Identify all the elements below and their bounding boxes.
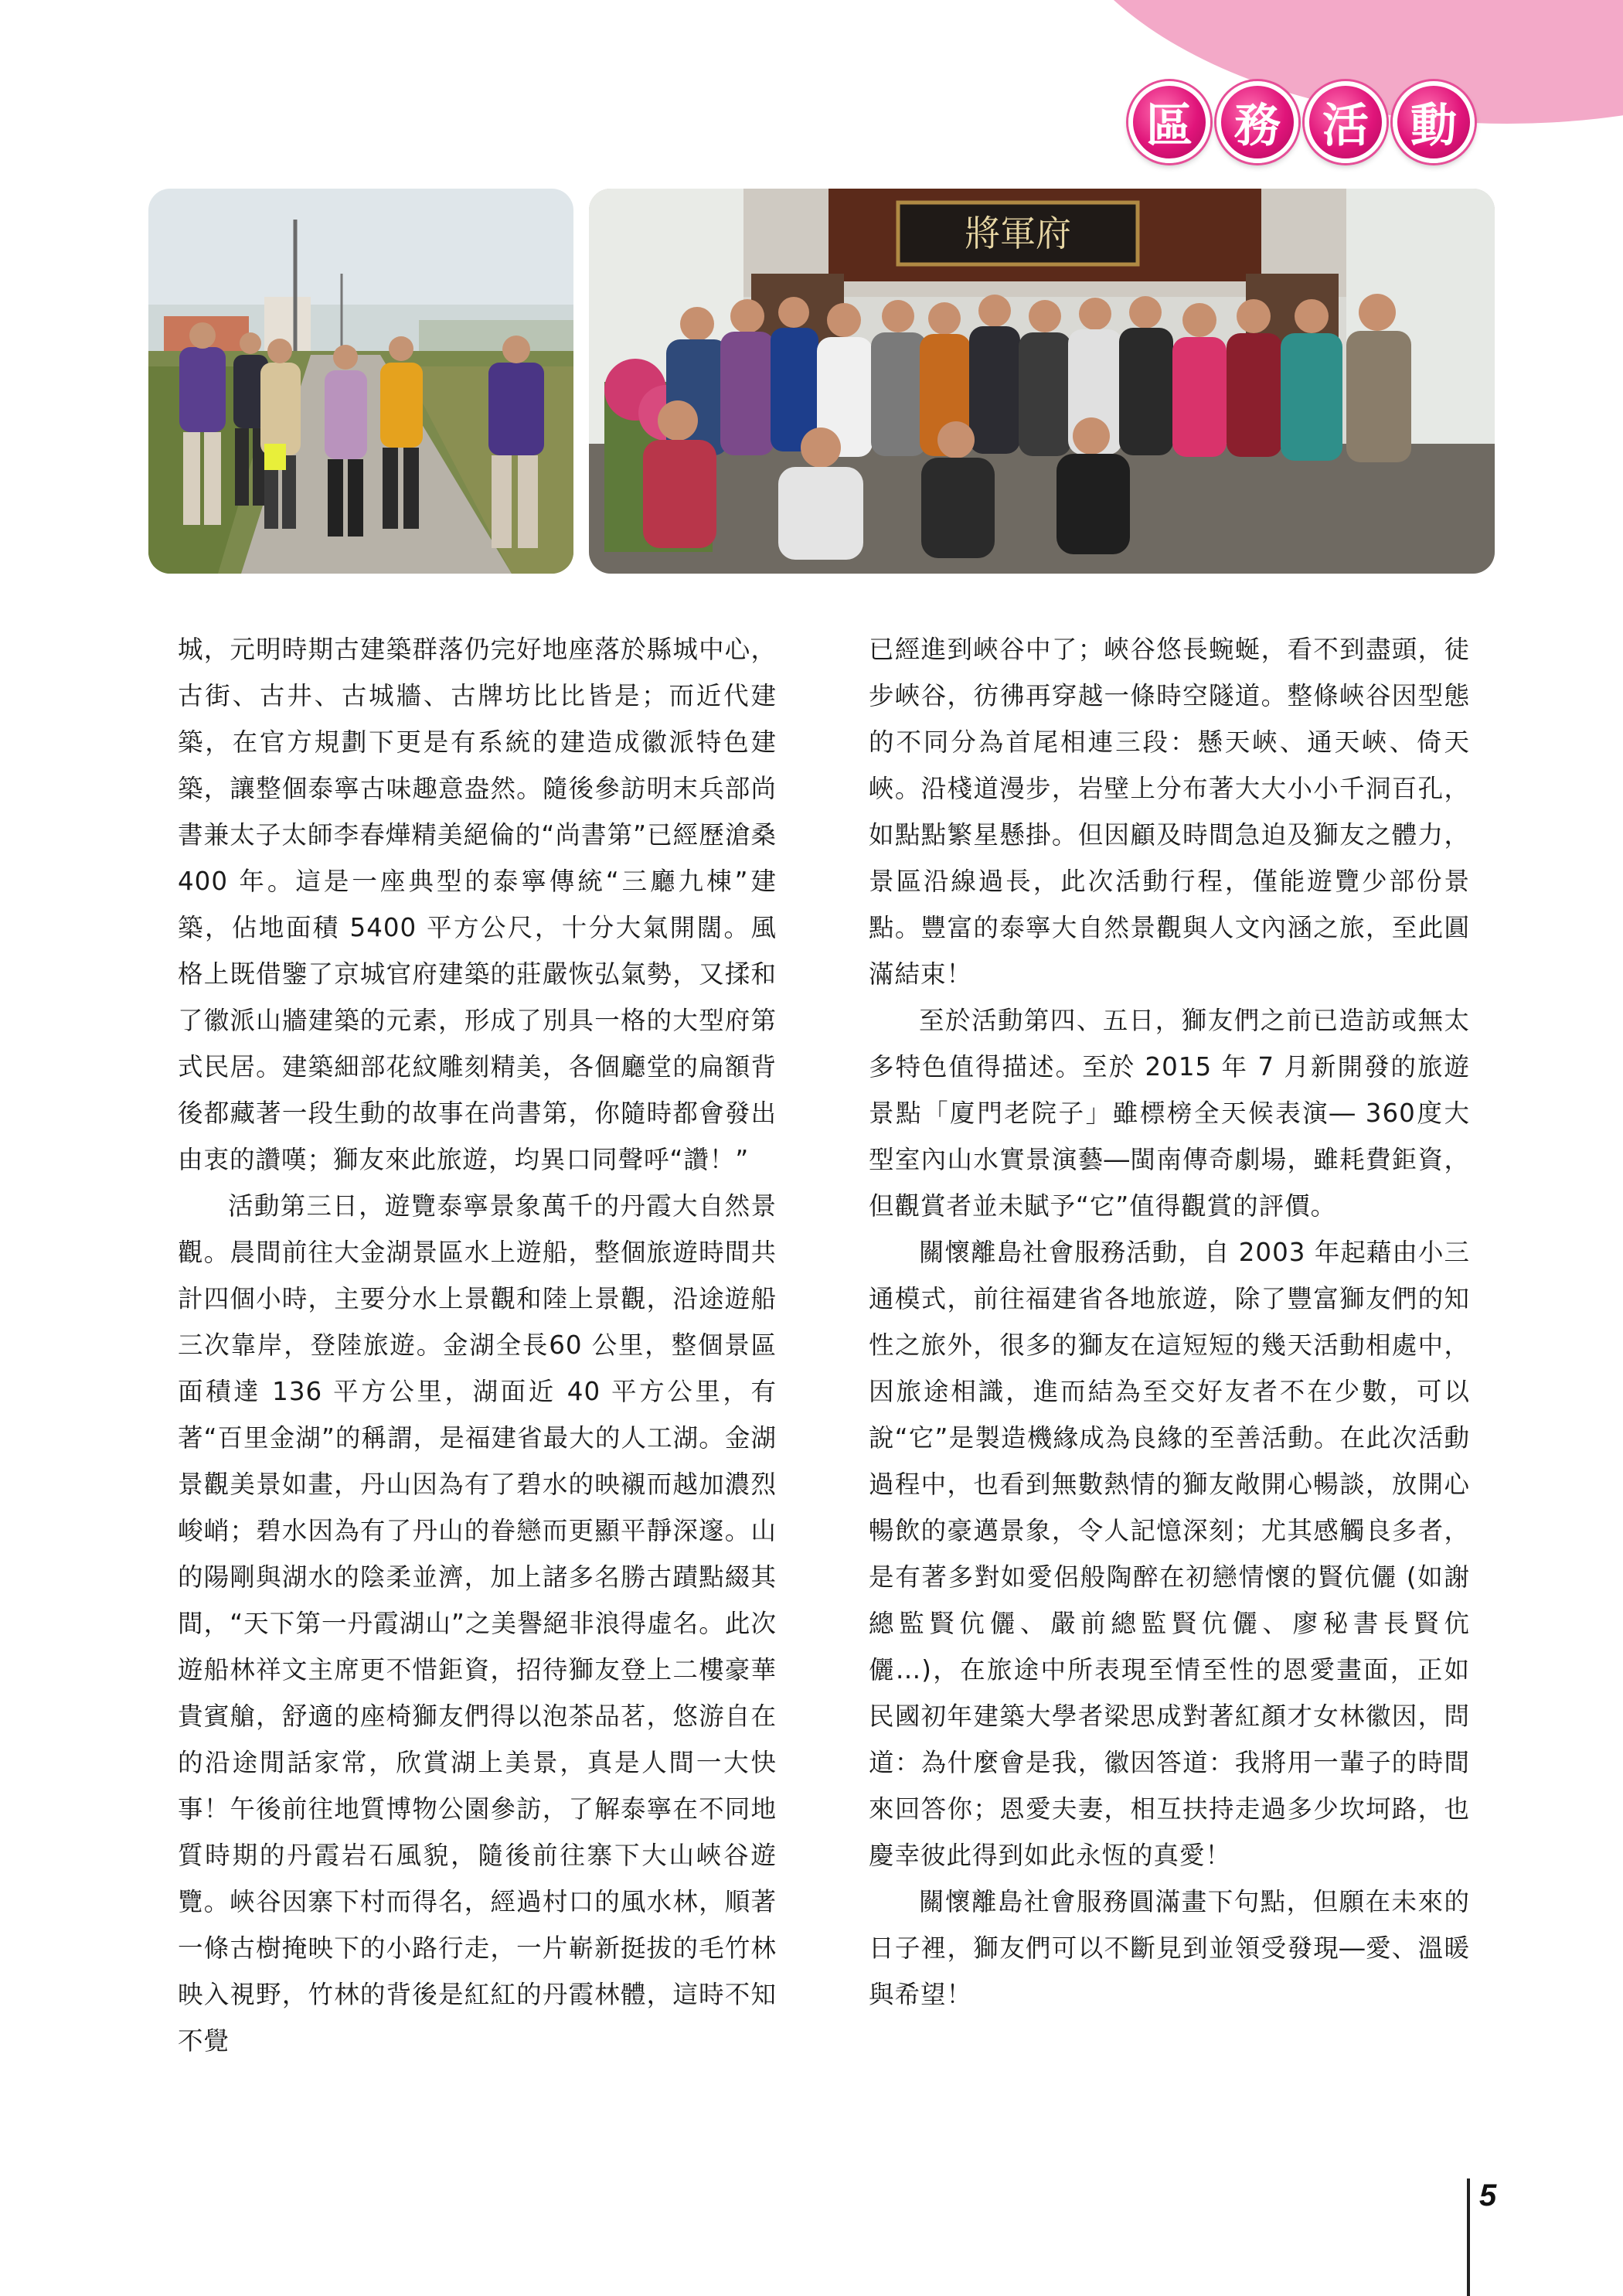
article-column-right	[869, 626, 1470, 2018]
paragraph: 至於活動第四、五日，獅友們之前已造訪或無太多特色值得描述。至於 2015 年 7 月新開發的旅遊景點「廈門老院子」雖標榜全天候表演― 360度大型室內山水實景演藝―閩南傳奇劇場，雖耗費鉅資，但觀賞者並未賦予“它”值得觀賞的評價。	[869, 1006, 1470, 1221]
paragraph: 城，元明時期古建築群落仍完好地座落於縣城中心，古街、古井、古城牆、古牌坊比比皆是；而近代建築，在官方規劃下更是有系統的建造成徽派特色建築，讓整個泰寧古味趣意盎然。隨後參訪明末兵部尚書兼太子太師李春燁精美絕倫的“尚書第”已經歷滄桑400 年。這是一座典型的泰寧傳統“三廳九棟”建築，佔地面積 5400 平方公尺，十分大氣開闊。風格上既借鑒了京城官府建築的莊嚴恢弘氣勢，又揉和了徽派山牆建築的元素，形成了別具一格的大型府第式民居。建築細部花紋雕刻精美，各個廳堂的扁額背後都藏著一段生動的故事在尚書第，你隨時都會發出由衷的讚嘆；獅友來此旅遊，均異口同聲呼“讚！”	[178, 635, 777, 1174]
walking-photo-image	[148, 189, 573, 574]
paragraph: 關懷離島社會服務圓滿畫下句點，但願在未來的日子裡，獅友們可以不斷見到並領受發現―愛、溫暖與希望！	[869, 1887, 1470, 2009]
section-title	[1128, 81, 1475, 163]
section-title-char: 動	[1393, 81, 1475, 163]
section-title-char: 區	[1128, 81, 1210, 163]
group-walking-photo	[148, 189, 573, 574]
page-number: 5	[1479, 2178, 1497, 2213]
sign-text: 將軍府	[965, 213, 1071, 254]
page-number-divider	[1467, 2178, 1470, 2296]
section-title-char: 活	[1305, 81, 1387, 163]
group-photo-image	[589, 189, 1495, 574]
paragraph: 活動第三日，遊覽泰寧景象萬千的丹霞大自然景觀。晨間前往大金湖景區水上遊船，整個旅遊時間共計四個小時，主要分水上景觀和陸上景觀，沿途遊船三次靠岸，登陸旅遊。金湖全長60 公里，整個景區面積達 136 平方公里，湖面近 40 平方公里，有著“百里金湖”的稱謂，是福建省最大的人工湖。金湖景觀美景如畫，丹山因為有了碧水的映襯而越加濃烈峻峭；碧水因為有了丹山的眷戀而更顯平靜深邃。山的陽剛與湖水的陰柔並濟，加上諸多名勝古蹟點綴其間，“天下第一丹霞湖山”之美譽絕非浪得虛名。此次遊船林祥文主席更不惜鉅資，招待獅友登上二樓豪華貴賓艙，舒適的座椅獅友們得以泡茶品茗，悠游自在的沿途閒話家常，欣賞湖上美景，真是人間一大快事！午後前往地質博物公園參訪，了解泰寧在不同地質時期的丹霞岩石風貌，隨後前往寨下大山峽谷遊覽。峽谷因寨下村而得名，經過村口的風水林，順著一條古樹掩映下的小路行走，一片嶄新挺拔的毛竹林映入視野，竹林的背後是紅紅的丹霞林體，這時不知不覺	[178, 1191, 777, 2056]
paragraph: 已經進到峽谷中了；峽谷悠長蜿蜒，看不到盡頭，徒步峽谷，彷彿再穿越一條時空隧道。整條峽谷因型態的不同分為首尾相連三段：懸天峽、通天峽、倚天峽。沿棧道漫步，岩壁上分布著大大小小千洞百孔，如點點繁星懸掛。但因顧及時間急迫及獅友之體力，景區沿線過長，此次活動行程，僅能遊覽少部份景點。豐富的泰寧大自然景觀與人文內涵之旅，至此圓滿結束！	[869, 635, 1470, 989]
group-photo	[589, 189, 1495, 574]
article-column-left	[178, 626, 777, 2064]
section-title-char: 務	[1216, 81, 1298, 163]
paragraph: 關懷離島社會服務活動，自 2003 年起藉由小三通模式，前往福建省各地旅遊，除了豐富獅友們的知性之旅外，很多的獅友在這短短的幾天活動相處中，因旅途相識，進而結為至交好友者不在少數，可以說“它”是製造機緣成為良緣的至善活動。在此次活動過程中，也看到無數熱情的獅友敞開心暢談，放開心暢飲的豪邁景象，令人記憶深刻；尤其感觸良多者，是有著多對如愛侶般陶醉在初戀情懷的賢伉儷 (如謝總監賢伉儷、嚴前總監賢伉儷、廖秘書長賢伉儷…)，在旅途中所表現至情至性的恩愛畫面，正如民國初年建築大學者梁思成對著紅顏才女林徽因，問道：為什麼會是我，徽因答道：我將用一輩子的時間來回答你；恩愛夫妻，相互扶持走過多少坎坷路，也慶幸彼此得到如此永恆的真愛！	[869, 1238, 1470, 1870]
